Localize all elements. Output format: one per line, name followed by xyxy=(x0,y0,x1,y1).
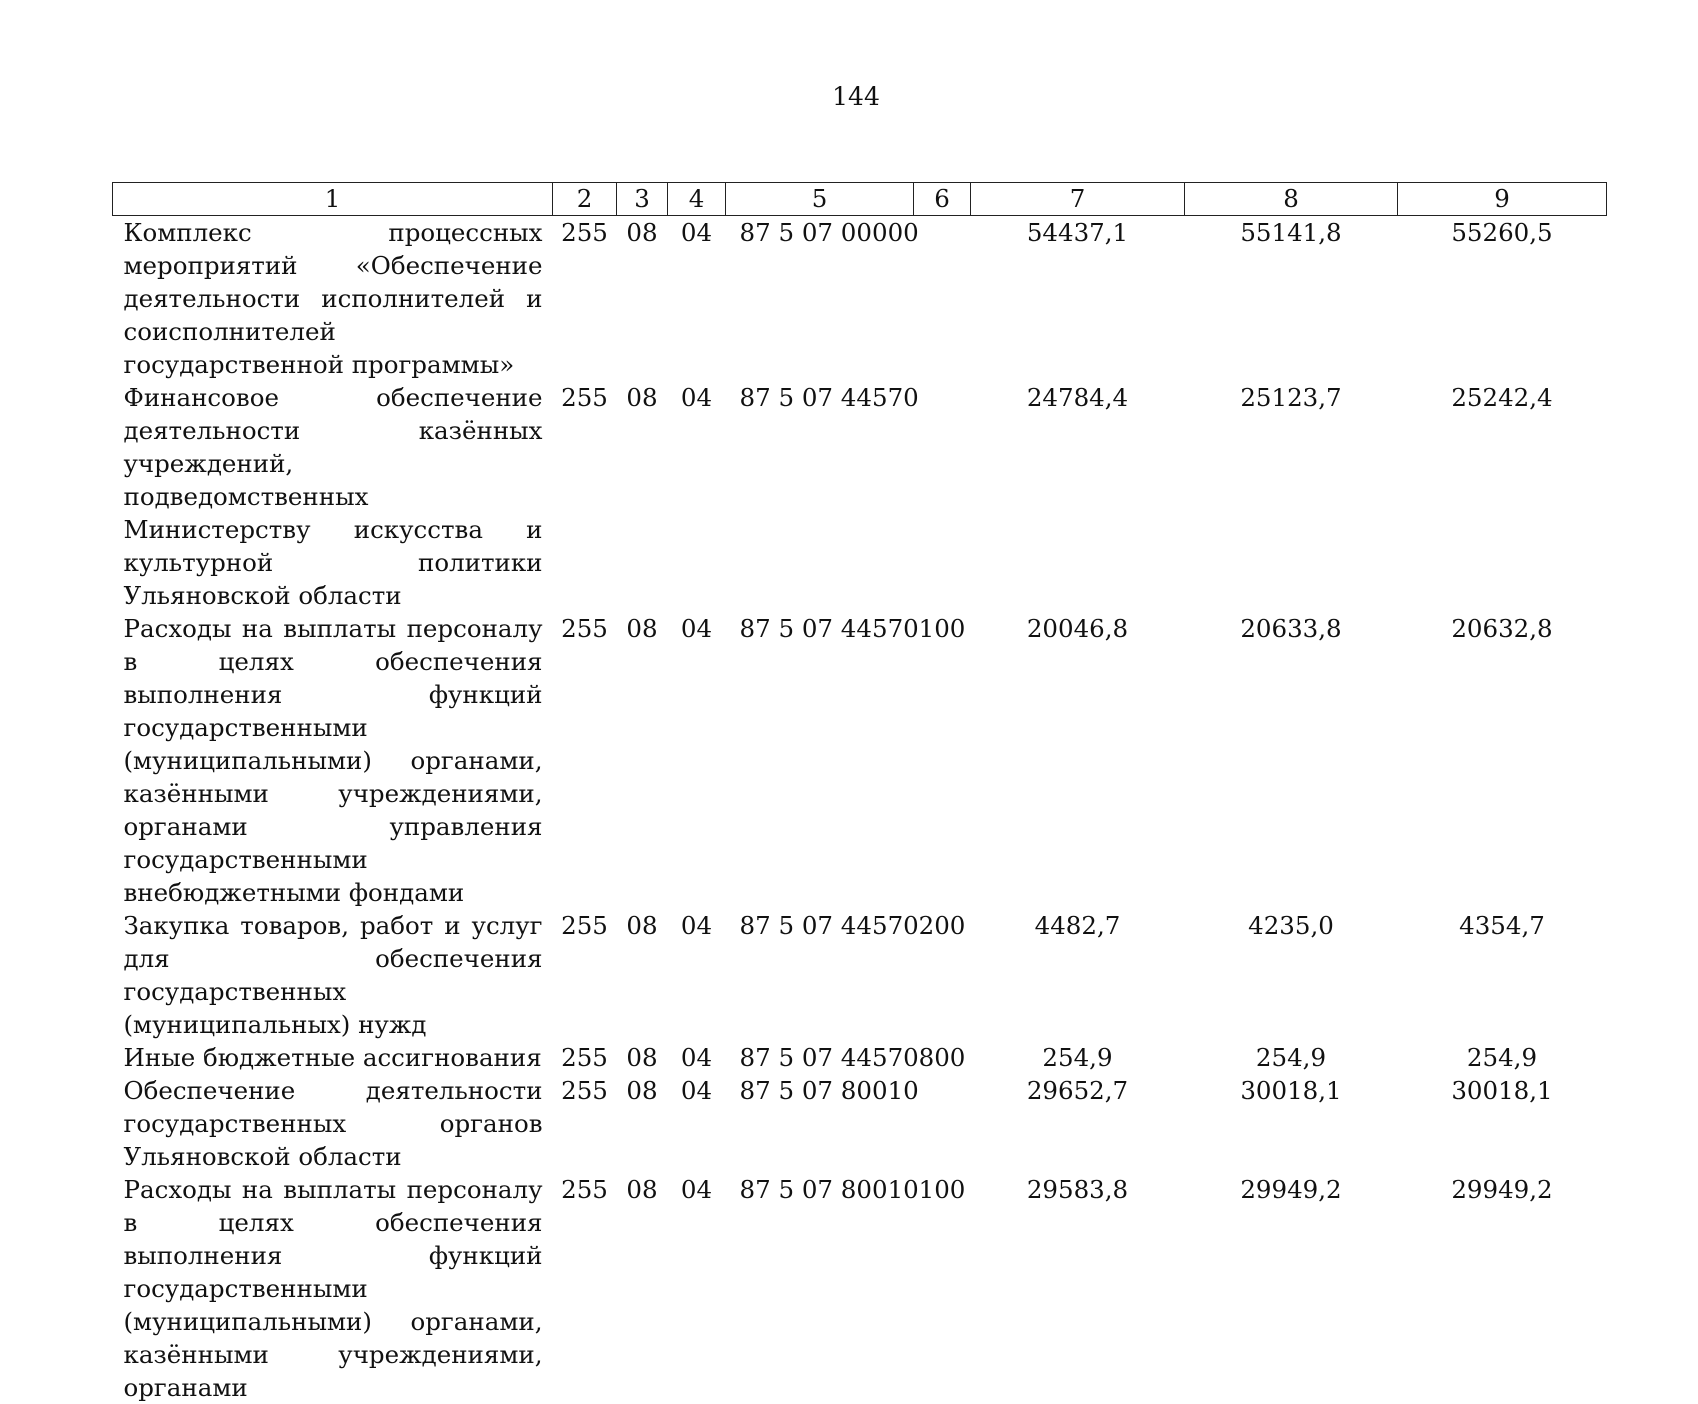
header-cell-1: 1 xyxy=(113,183,553,216)
row-col-8: 254,9 xyxy=(1185,1041,1398,1074)
table-row xyxy=(113,216,1607,382)
row-col-2: 255 xyxy=(553,1074,617,1173)
row-name: Комплекс процессных мероприятий «Обеспечение деятельности исполнителей и соисполнителей государственной программы» xyxy=(113,216,553,382)
table-header xyxy=(113,183,1607,216)
row-col-6: 800 xyxy=(914,1041,971,1074)
row-col-5: 87 5 07 44570 xyxy=(726,1041,914,1074)
row-col-2: 255 xyxy=(553,381,617,612)
table-row xyxy=(113,1173,1607,1404)
row-col-8: 30018,1 xyxy=(1185,1074,1398,1173)
row-col-2: 255 xyxy=(553,216,617,382)
row-col-3: 08 xyxy=(617,216,668,382)
header-cell-3: 3 xyxy=(617,183,668,216)
row-name: Обеспечение деятельности государственных органов Ульяновской области xyxy=(113,1074,553,1173)
row-col-2: 255 xyxy=(553,1173,617,1404)
row-col-9: 4354,7 xyxy=(1398,909,1607,1041)
row-col-5: 87 5 07 00000 xyxy=(726,216,914,382)
row-col-4: 04 xyxy=(668,381,726,612)
row-name: Расходы на выплаты персоналу в целях обеспечения выполнения функций государственными (муниципальными) органами, казёнными учреждениями, органами управления государственными внебюджетными фондами xyxy=(113,612,553,909)
table-row xyxy=(113,909,1607,1041)
row-col-5: 87 5 07 44570 xyxy=(726,909,914,1041)
row-col-4: 04 xyxy=(668,216,726,382)
budget-table xyxy=(112,182,1607,1404)
row-col-8: 4235,0 xyxy=(1185,909,1398,1041)
row-col-3: 08 xyxy=(617,1041,668,1074)
row-col-4: 04 xyxy=(668,1074,726,1173)
row-col-6 xyxy=(914,1074,971,1173)
row-col-7: 29583,8 xyxy=(971,1173,1185,1404)
row-col-9: 20632,8 xyxy=(1398,612,1607,909)
row-col-7: 20046,8 xyxy=(971,612,1185,909)
header-cell-6: 6 xyxy=(914,183,971,216)
header-cell-7: 7 xyxy=(971,183,1185,216)
row-col-2: 255 xyxy=(553,1041,617,1074)
header-cell-5: 5 xyxy=(726,183,914,216)
row-name: Финансовое обеспечение деятельности казённых учреждений, подведомственных Министерству искусства и культурной политики Ульяновской области xyxy=(113,381,553,612)
row-col-9: 29949,2 xyxy=(1398,1173,1607,1404)
row-col-3: 08 xyxy=(617,381,668,612)
page-number: 144 xyxy=(0,82,1698,111)
row-col-9: 30018,1 xyxy=(1398,1074,1607,1173)
row-col-2: 255 xyxy=(553,612,617,909)
table-row xyxy=(113,1074,1607,1173)
row-col-5: 87 5 07 80010 xyxy=(726,1074,914,1173)
table-row xyxy=(113,381,1607,612)
row-name: Закупка товаров, работ и услуг для обеспечения государственных (муниципальных) нужд xyxy=(113,909,553,1041)
table-row xyxy=(113,1041,1607,1074)
row-col-3: 08 xyxy=(617,612,668,909)
row-col-9: 254,9 xyxy=(1398,1041,1607,1074)
header-cell-9: 9 xyxy=(1398,183,1607,216)
row-name: Иные бюджетные ассигнования xyxy=(113,1041,553,1074)
row-col-8: 29949,2 xyxy=(1185,1173,1398,1404)
row-col-5: 87 5 07 44570 xyxy=(726,612,914,909)
row-col-6: 100 xyxy=(914,612,971,909)
row-col-8: 20633,8 xyxy=(1185,612,1398,909)
row-col-3: 08 xyxy=(617,1173,668,1404)
row-name: Расходы на выплаты персоналу в целях обеспечения выполнения функций государственными (муниципальными) органами, казёнными учреждениями, органами xyxy=(113,1173,553,1404)
table-body xyxy=(113,216,1607,1404)
header-cell-8: 8 xyxy=(1185,183,1398,216)
row-col-2: 255 xyxy=(553,909,617,1041)
header-row xyxy=(113,183,1607,216)
header-cell-4: 4 xyxy=(668,183,726,216)
row-col-7: 4482,7 xyxy=(971,909,1185,1041)
row-col-9: 55260,5 xyxy=(1398,216,1607,382)
row-col-6: 100 xyxy=(914,1173,971,1404)
row-col-4: 04 xyxy=(668,1173,726,1404)
row-col-6: 200 xyxy=(914,909,971,1041)
row-col-8: 25123,7 xyxy=(1185,381,1398,612)
row-col-7: 254,9 xyxy=(971,1041,1185,1074)
row-col-3: 08 xyxy=(617,1074,668,1173)
row-col-5: 87 5 07 80010 xyxy=(726,1173,914,1404)
row-col-9: 25242,4 xyxy=(1398,381,1607,612)
header-cell-2: 2 xyxy=(553,183,617,216)
row-col-7: 24784,4 xyxy=(971,381,1185,612)
row-col-4: 04 xyxy=(668,1041,726,1074)
row-col-8: 55141,8 xyxy=(1185,216,1398,382)
row-col-4: 04 xyxy=(668,909,726,1041)
row-col-7: 29652,7 xyxy=(971,1074,1185,1173)
row-col-4: 04 xyxy=(668,612,726,909)
row-col-6 xyxy=(914,381,971,612)
row-col-5: 87 5 07 44570 xyxy=(726,381,914,612)
row-col-7: 54437,1 xyxy=(971,216,1185,382)
row-col-3: 08 xyxy=(617,909,668,1041)
table-row xyxy=(113,612,1607,909)
row-col-6 xyxy=(914,216,971,382)
